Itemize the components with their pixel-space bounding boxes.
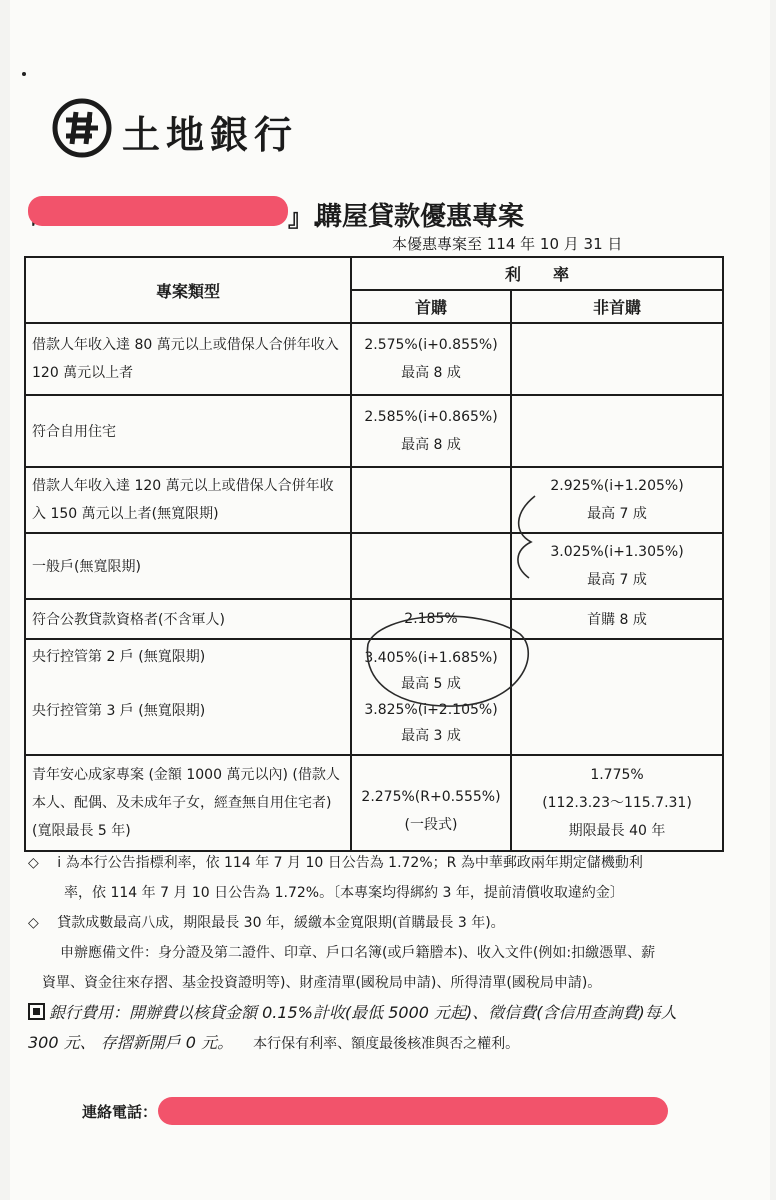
scan-speck [22,72,26,76]
bullet-icon: ◇ [28,855,39,871]
validity-date: 本優惠專案至 114 年 10 月 31 日 [392,235,623,253]
note-fees: 銀行費用：開辦費以核貸金額 0.15%計收(最低 5000 元起)、徵信費(含信用查詢費)每人 [49,1003,677,1022]
central-control-types [25,639,351,755]
first-rate-cell [351,323,511,395]
central-cap-2: 最高 5 成 [401,676,461,692]
table-row [25,395,723,467]
note-documents-cont: 資單、資金往來存摺、基金投資證明等)、財產清單(國稅局申請)、所得清單(國稅局申請)。 [42,975,602,991]
page-title: 購屋貸款優惠專案 [316,202,525,232]
first-rate-cell [351,395,511,467]
central-rate-2: 3.405%(i+1.685%) [364,650,498,666]
handwritten-bracket-mark [505,492,545,582]
central-control-type-3: 央行控管第 3 戶 (無寬限期) [32,703,206,719]
table-row [25,323,723,395]
note-fees-cont: 300 元、 存摺新開戶 0 元。 [28,1033,226,1052]
header-project-type: 專案類型 [25,257,351,323]
rate-table [24,256,724,852]
table-row [25,467,723,533]
central-control-non-first [511,639,723,755]
youth-non-first-cell [511,755,723,851]
table-row [25,533,723,599]
note-rights: 本行保有利率、額度最後核准與否之權利。 [253,1036,520,1052]
first-cap: 最高 8 成 [401,437,461,453]
first-rate-cell [351,533,511,599]
note-index-rate: i 為本行公告指標利率，依 114 年 7 月 10 日公告為 1.72%；R 為中華郵政兩年期定儲機動利 [57,855,643,871]
header-non-first-purchase: 非首購 [511,290,723,323]
header-first-purchase: 首購 [351,290,511,323]
project-type: 一般戶(無寬限期) [25,533,351,599]
contact-label: 連絡電話： [82,1103,158,1121]
central-rate-3: 3.825%(i+2.105%) [364,702,498,718]
title-redaction [28,196,288,226]
non-first-rate-cell [511,395,723,467]
non-first-cap: 最高 7 成 [587,506,647,522]
youth-first-cell [351,755,511,851]
non-first-rate: 3.025%(i+1.305%) [550,544,684,560]
youth-non-first-term: 期限最長 40 年 [568,823,666,839]
central-cap-3: 最高 3 成 [401,728,461,744]
notes-section [28,848,748,1059]
contact-redaction [158,1097,668,1125]
first-cap: 最高 8 成 [401,365,461,381]
non-first-cap: 最高 7 成 [587,572,647,588]
note-loan-limit: 貸款成數最高八成，期限最長 30 年，緩繳本金寬限期(首購最長 3 年)。 [57,915,505,931]
youth-project-type: 青年安心成家專案 (金額 1000 萬元以內) (借款人本人、配偶、及未成年子女，經查無自用住宅者)(寬限最長 5 年) [25,755,351,851]
project-type: 借款人年收入達 80 萬元以上或借保人合併年收入 120 萬元以上者 [25,323,351,395]
bank-name: 土地銀行 [122,112,299,157]
first-rate: 2.585%(i+0.865%) [364,409,498,425]
first-rate-cell [351,467,511,533]
project-type: 符合自用住宅 [25,395,351,467]
first-rate: 2.185% [351,599,511,639]
note-documents: 申辦應備文件：身分證及第二證件、印章、戶口名簿(或戶籍謄本)、收入文件(例如:扣繳憑單、薪 [60,945,656,961]
bullet-icon: ◇ [28,915,39,931]
table-row [25,755,723,851]
header-rate: 利 率 [351,257,723,290]
checkbox-icon [28,1003,45,1020]
non-first-rate: 2.925%(i+1.205%) [550,478,684,494]
non-first-note: 首購 8 成 [511,599,723,639]
youth-first-rate: 2.275%(R+0.555%) [361,789,501,805]
youth-first-note: (一段式) [404,817,458,833]
non-first-rate-cell [511,323,723,395]
project-type: 符合公教貸款資格者(不含軍人) [25,599,351,639]
project-type: 借款人年收入達 120 萬元以上或借保人合併年收入 150 萬元以上者(無寬限期) [25,467,351,533]
land-bank-logo-icon [52,98,112,158]
youth-non-first-rate: 1.775% [590,767,644,783]
first-rate: 2.575%(i+0.855%) [364,337,498,353]
handwritten-circle-mark [360,604,540,714]
central-control-type-2: 央行控管第 2 戶 (無寬限期) [32,649,206,665]
title-suffix: 』. [288,204,322,232]
youth-non-first-period: (112.3.23～115.7.31) [542,795,692,811]
note-postal-rate: 率，依 114 年 7 月 10 日公告為 1.72%。〔本專案均得綁約 3 年，提前清償收取違約金〕 [64,885,624,901]
